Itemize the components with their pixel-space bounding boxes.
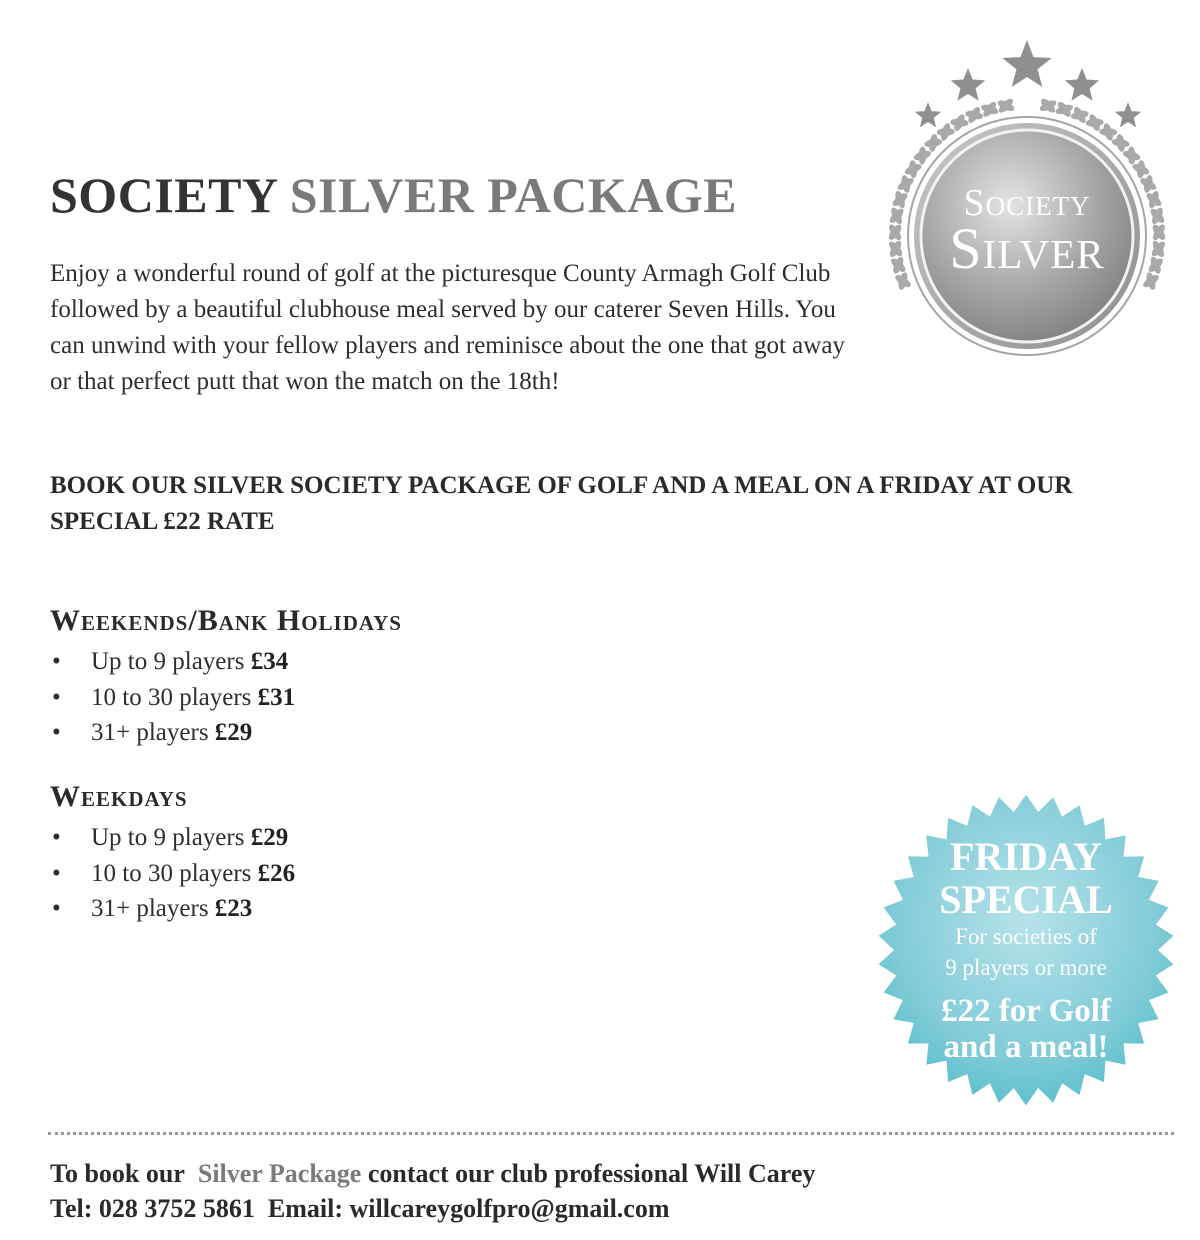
bullet: •	[52, 683, 61, 711]
friday-line2: SPECIAL	[939, 877, 1113, 922]
intro-paragraph: Enjoy a wonderful round of golf at the picturesque County Armagh Golf Club followed by a beautiful clubhouse meal served by our caterer Seven Hills. You can unwind with your fellow players and reminisce about the one that got away or that perfect putt that won the match on the 18th!	[50, 260, 845, 395]
weekdays-price-list	[50, 820, 295, 927]
laurel-leaf-icon	[908, 160, 917, 179]
price-value: £29	[214, 719, 253, 746]
laurel-leaf-icon	[887, 239, 905, 258]
weekends-price-list	[50, 644, 295, 751]
badge-line2: Silver	[949, 216, 1105, 281]
laurel-leaf-icon	[887, 223, 904, 242]
list-item	[50, 680, 295, 716]
list-item	[50, 644, 295, 680]
price-label: 31+ players	[91, 719, 209, 746]
price-value: £23	[214, 895, 253, 922]
price-label: 10 to 30 players	[91, 859, 252, 887]
bullet: •	[52, 719, 61, 746]
friday-special-seal	[876, 792, 1176, 1108]
dotted-divider	[48, 1132, 1174, 1135]
laurel-leaf-icon	[1085, 118, 1104, 127]
list-item	[50, 715, 295, 751]
price-label: Up to 9 players	[91, 648, 245, 675]
contact-suffix: contact our club professional Will Carey	[367, 1159, 816, 1188]
laurel-leaf-icon	[1150, 223, 1167, 242]
price-value: £29	[250, 824, 289, 851]
friday-sub1: For societies of	[955, 924, 1097, 949]
price-value: £26	[257, 859, 296, 887]
star-icon	[915, 40, 1142, 127]
contact-email: Email: willcareygolfpro@gmail.com	[267, 1194, 670, 1223]
weekdays-heading: Weekdays	[50, 780, 188, 813]
bullet: •	[52, 895, 61, 922]
laurel-leaf-icon	[900, 174, 912, 193]
laurel-leaf-icon	[1099, 128, 1117, 137]
society-silver-badge	[866, 34, 1186, 389]
page-title	[50, 166, 737, 224]
friday-offer2: and a meal!	[943, 1029, 1109, 1065]
list-item	[50, 820, 295, 856]
bullet: •	[52, 859, 61, 887]
laurel-leaf-icon	[1111, 137, 1130, 148]
price-value: £31	[257, 683, 296, 711]
title-society: SOCIETY	[50, 167, 277, 223]
price-value: £34	[250, 648, 289, 675]
laurel-leaf-icon	[1070, 109, 1089, 120]
booking-headline: BOOK OUR SILVER SOCIETY PACKAGE OF GOLF AND A MEAL ON A FRIDAY AT OUR SPECIAL £22 RATE	[50, 472, 1073, 535]
friday-line1: FRIDAY	[950, 834, 1102, 879]
bullet: •	[52, 824, 61, 851]
contact-prefix: To book our	[50, 1159, 185, 1188]
list-item	[50, 891, 295, 927]
list-item	[50, 856, 295, 892]
weekends-heading: Weekends/Bank Holidays	[50, 604, 402, 637]
badge-line1: Society	[963, 182, 1091, 224]
price-label: 31+ players	[91, 895, 209, 922]
price-label: 10 to 30 players	[91, 683, 252, 711]
bullet: •	[52, 648, 61, 675]
friday-sub2: 9 players or more	[945, 955, 1107, 980]
contact-block	[50, 1156, 815, 1226]
laurel-leaf-icon	[918, 146, 927, 164]
laurel-leaf-icon	[928, 133, 939, 152]
title-silver-package: SILVER PACKAGE	[289, 167, 738, 223]
contact-tel: Tel: 028 3752 5861	[50, 1194, 255, 1223]
contact-highlight: Silver Package	[197, 1159, 362, 1188]
friday-offer1: £22 for Golf	[941, 993, 1111, 1029]
price-label: Up to 9 players	[91, 824, 245, 851]
